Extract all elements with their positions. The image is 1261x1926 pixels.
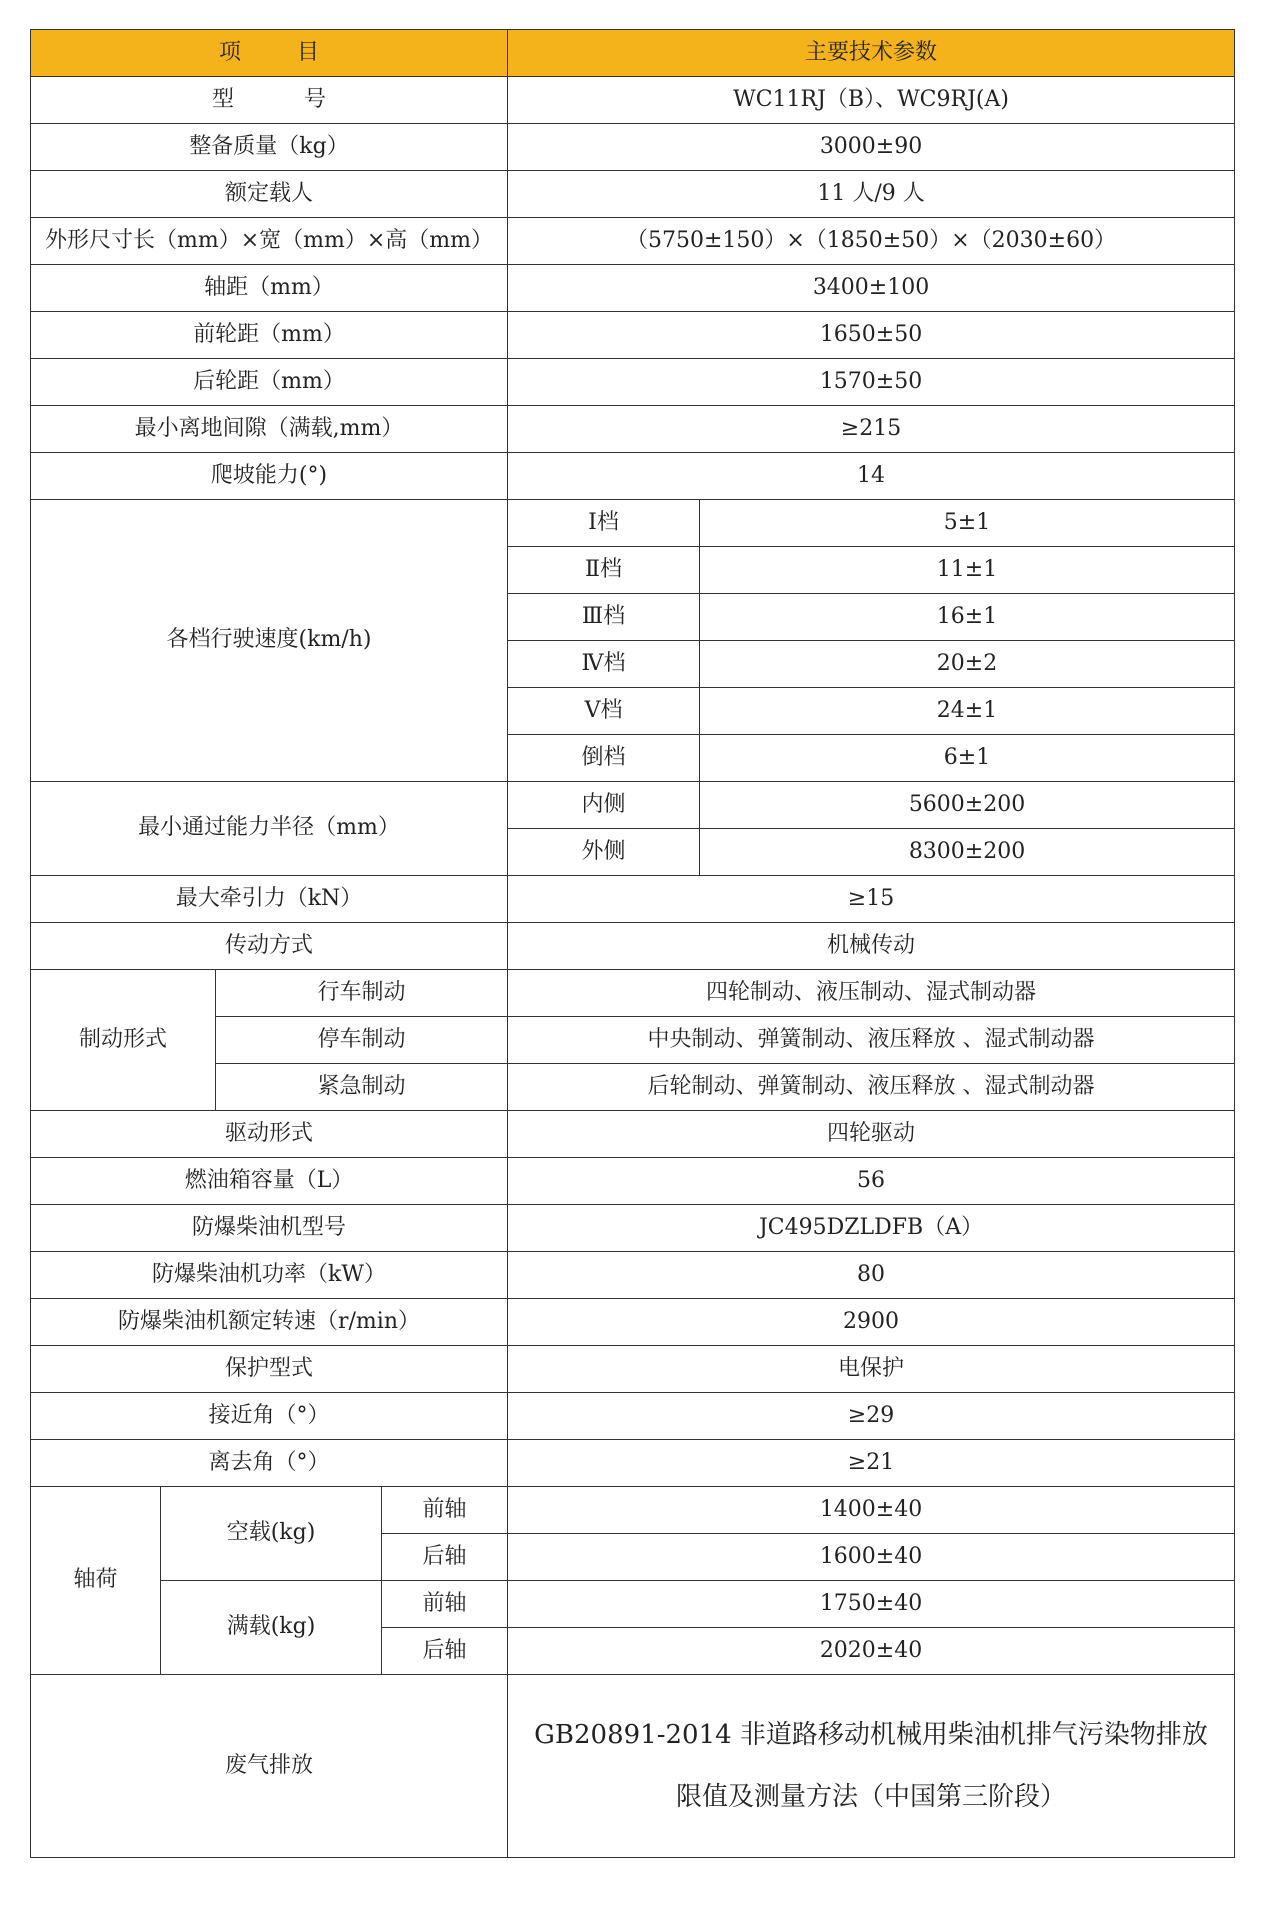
axle-full-label: 满载(kg): [161, 1581, 382, 1675]
row-label: 最小离地间隙（满载,mm）: [31, 406, 508, 453]
turning-value: 5600±200: [700, 782, 1235, 829]
turning-side: 外侧: [508, 829, 700, 876]
table-row: [31, 1252, 1235, 1299]
row-label: 额定载人: [31, 171, 508, 218]
table-row: [31, 359, 1235, 406]
row-label: 轴距（mm）: [31, 265, 508, 312]
header-row: [31, 30, 1235, 77]
row-label: 外形尺寸长（mm）×宽（mm）×高（mm）: [31, 218, 508, 265]
turning-value: 8300±200: [700, 829, 1235, 876]
gear-label: Ⅱ档: [508, 547, 700, 594]
braking-type: 行车制动: [216, 970, 508, 1017]
gear-label: Ⅰ档: [508, 500, 700, 547]
axle-value: 1400±40: [508, 1487, 1235, 1534]
row-label: 前轮距（mm）: [31, 312, 508, 359]
axle-position: 后轴: [382, 1534, 508, 1581]
table-row: [31, 1346, 1235, 1393]
row-value: 1650±50: [508, 312, 1235, 359]
header-param: 主要技术参数: [508, 30, 1235, 77]
table-row: [31, 500, 1235, 547]
braking-value: 四轮制动、液压制动、湿式制动器: [508, 970, 1235, 1017]
table-row: [31, 1158, 1235, 1205]
gear-value: 20±2: [700, 641, 1235, 688]
turning-label: 最小通过能力半径（mm）: [31, 782, 508, 876]
row-label: 燃油箱容量（L）: [31, 1158, 508, 1205]
braking-type: 紧急制动: [216, 1064, 508, 1111]
gear-value: 16±1: [700, 594, 1235, 641]
table-row: [31, 1299, 1235, 1346]
header-item: 项 目: [31, 30, 508, 77]
table-row: [31, 782, 1235, 829]
table-row: [31, 1440, 1235, 1487]
row-value: 四轮驱动: [508, 1111, 1235, 1158]
emission-value: [508, 1675, 1235, 1858]
row-label: 防爆柴油机额定转速（r/min）: [31, 1299, 508, 1346]
row-value: 14: [508, 453, 1235, 500]
row-label: 接近角（°）: [31, 1393, 508, 1440]
turning-side: 内侧: [508, 782, 700, 829]
braking-label: 制动形式: [31, 970, 216, 1111]
speeds-label: 各档行驶速度(km/h): [31, 500, 508, 782]
row-value: （5750±150）×（1850±50）×（2030±60）: [508, 218, 1235, 265]
table-row: [31, 453, 1235, 500]
row-value: 11 人/9 人: [508, 171, 1235, 218]
gear-label: Ⅴ档: [508, 688, 700, 735]
row-value: 1570±50: [508, 359, 1235, 406]
row-value: ≥215: [508, 406, 1235, 453]
row-value: ≥15: [508, 876, 1235, 923]
axle-value: 1600±40: [508, 1534, 1235, 1581]
row-label: 防爆柴油机型号: [31, 1205, 508, 1252]
emission-label: 废气排放: [31, 1675, 508, 1858]
row-label: 型 号: [31, 77, 508, 124]
axle-value: 2020±40: [508, 1628, 1235, 1675]
table-row: [31, 1487, 1235, 1534]
gear-value: 6±1: [700, 735, 1235, 782]
gear-label: 倒档: [508, 735, 700, 782]
row-value: JC495DZLDFB（A）: [508, 1205, 1235, 1252]
table-row: [31, 1205, 1235, 1252]
table-row: [31, 1393, 1235, 1440]
table-row: [31, 406, 1235, 453]
axle-position: 前轴: [382, 1487, 508, 1534]
gear-value: 11±1: [700, 547, 1235, 594]
axle-load-label: 轴荷: [31, 1487, 161, 1675]
table-row: [31, 77, 1235, 124]
row-label: 离去角（°）: [31, 1440, 508, 1487]
gear-value: 24±1: [700, 688, 1235, 735]
emission-line-1: GB20891-2014 非道路移动机械用柴油机排气污染物排放: [534, 1720, 1208, 1750]
table-row: [31, 876, 1235, 923]
braking-value: 中央制动、弹簧制动、液压释放 、湿式制动器: [508, 1017, 1235, 1064]
spec-table: [30, 29, 1235, 1858]
row-value: ≥29: [508, 1393, 1235, 1440]
row-label: 传动方式: [31, 923, 508, 970]
axle-position: 前轴: [382, 1581, 508, 1628]
braking-value: 后轮制动、弹簧制动、液压释放 、湿式制动器: [508, 1064, 1235, 1111]
table-row: [31, 265, 1235, 312]
row-value: 80: [508, 1252, 1235, 1299]
table-row: [31, 1581, 1235, 1628]
axle-empty-label: 空载(kg): [161, 1487, 382, 1581]
table-row: [31, 1111, 1235, 1158]
table-row: [31, 124, 1235, 171]
row-label: 保护型式: [31, 1346, 508, 1393]
emission-line-2: 限值及测量方法（中国第三阶段）: [676, 1782, 1067, 1812]
row-label: 后轮距（mm）: [31, 359, 508, 406]
row-label: 整备质量（kg）: [31, 124, 508, 171]
row-value: 3400±100: [508, 265, 1235, 312]
row-value: ≥21: [508, 1440, 1235, 1487]
gear-label: Ⅲ档: [508, 594, 700, 641]
table-row: [31, 970, 1235, 1017]
row-label: 最大牵引力（kN）: [31, 876, 508, 923]
axle-value: 1750±40: [508, 1581, 1235, 1628]
table-row: [31, 171, 1235, 218]
row-value: 机械传动: [508, 923, 1235, 970]
braking-type: 停车制动: [216, 1017, 508, 1064]
gear-value: 5±1: [700, 500, 1235, 547]
gear-label: Ⅳ档: [508, 641, 700, 688]
row-label: 爬坡能力(°): [31, 453, 508, 500]
table-row: [31, 923, 1235, 970]
row-value: 2900: [508, 1299, 1235, 1346]
row-label: 防爆柴油机功率（kW）: [31, 1252, 508, 1299]
row-value: 电保护: [508, 1346, 1235, 1393]
row-value: 3000±90: [508, 124, 1235, 171]
table-row: [31, 1675, 1235, 1858]
row-label: 驱动形式: [31, 1111, 508, 1158]
axle-position: 后轴: [382, 1628, 508, 1675]
table-row: [31, 312, 1235, 359]
row-value: 56: [508, 1158, 1235, 1205]
row-value: WC11RJ（B）、WC9RJ(A): [508, 77, 1235, 124]
table-row: [31, 218, 1235, 265]
